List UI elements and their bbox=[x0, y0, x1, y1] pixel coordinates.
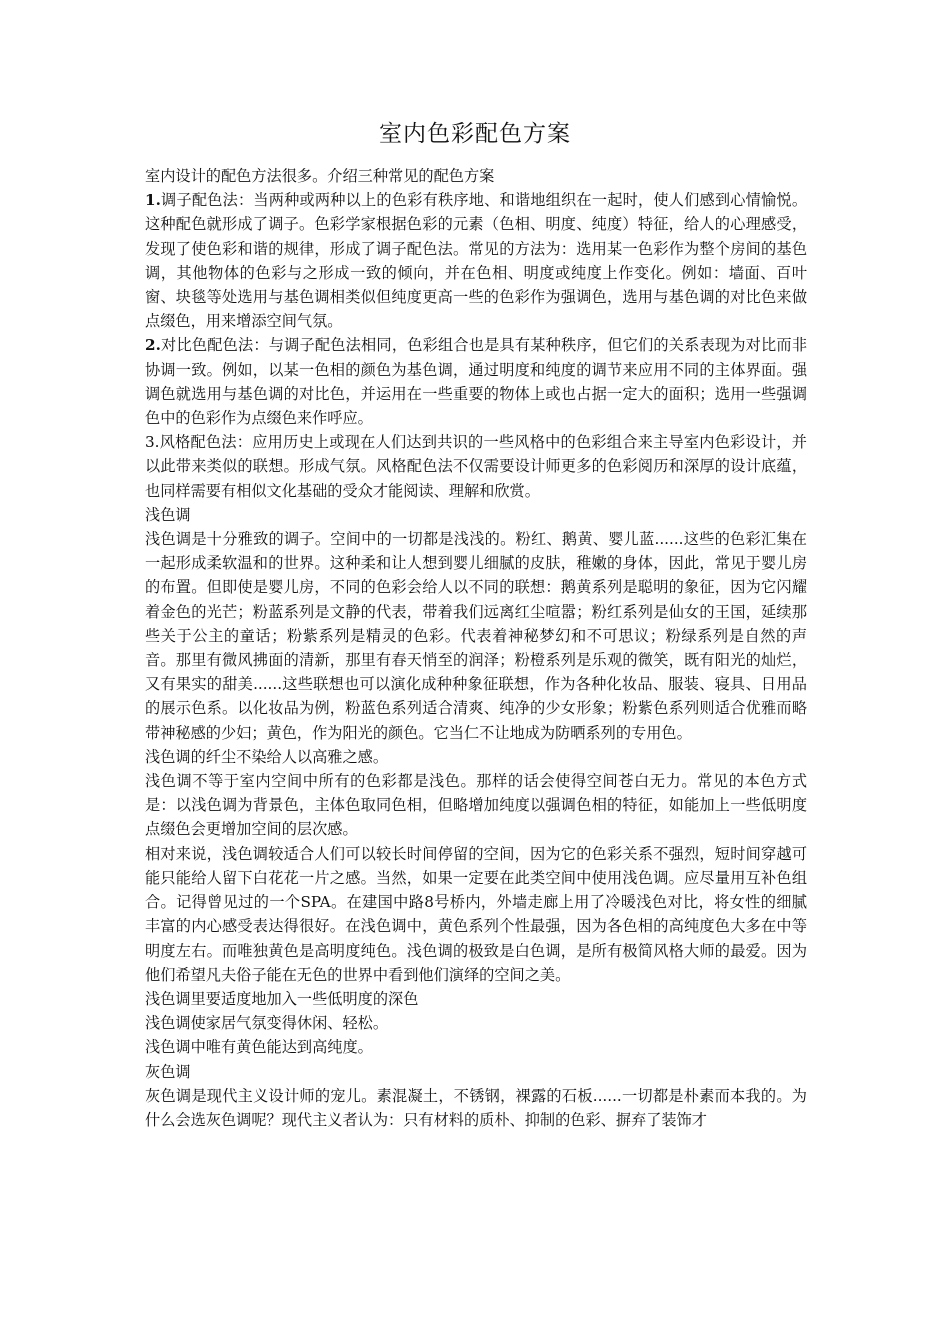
document-body bbox=[145, 164, 807, 1132]
paragraph: 2.对比色配色法：与调子配色法相同，色彩组合也是具有某种秩序，但它们的关系表现为对比而非协调一致。例如，以某一色相的颜色为基色调，通过明度和纯度的调节来应用不同的主体界面。强调色就选用与基色调的对比色，并运用在一些重要的物体上或也占据一定大的面积；选用一些强调色中的色彩作为点缀色来作呼应。 bbox=[145, 336, 807, 428]
paragraph: 相对来说，浅色调较适合人们可以较长时间停留的空间，因为它的色彩关系不强烈，短时间穿越可能只能给人留下白花花一片之感。当然，如果一定要在此类空间中使用浅色调。应尽量用互补色组合。记得曾见过的一个SPA。在建国中路8号桥内，外墙走廊上用了冷暖浅色对比，将女性的细腻丰富的内心感受表达得很好。在浅色调中，黄色系列个性最强，因为各色相的高纯度色大多在中等明度左右。而唯独黄色是高明度纯色。浅色调的极致是白色调，是所有极简风格大师的最爱。因为他们希望凡夫俗子能在无色的世界中看到他们演绎的空间之美。 bbox=[145, 844, 807, 984]
paragraph: 浅色调是十分雅致的调子。空间中的一切都是浅浅的。粉红、鹅黄、婴儿蓝......这些的色彩汇集在一起形成柔软温和的世界。这种柔和让人想到婴儿细腻的皮肤，稚嫩的身体，因此，常见于婴儿房的布置。但即使是婴儿房，不同的色彩会给人以不同的联想：鹅黄系列是聪明的象征，因为它闪耀着金色的光芒；粉蓝系列是文静的代表，带着我们远离红尘喧嚣；粉红系列是仙女的王国，延续那些关于公主的童话；粉紫系列是精灵的色彩。代表着神秘梦幻和不可思议；粉绿系列是自然的声音。那里有微风拂面的清新，那里有春天悄至的润泽；粉橙系列是乐观的微笑，既有阳光的灿烂，又有果实的甜美......这些联想也可以演化成种种象征联想，作为各种化妆品、服装、寝具、日用品的展示色系。以化妆品为例，粉蓝色系列适合清爽、纯净的少女形象；粉紫色系列则适合优雅而略带神秘感的少妇；黄色，作为阳光的颜色。它当仁不让地成为防晒系列的专用色。 bbox=[145, 530, 807, 742]
paragraph: 3.风格配色法：应用历史上或现在人们达到共识的一些风格中的色彩组合来主导室内色彩设计，并以此带来类似的联想。形成气氛。风格配色法不仅需要设计师更多的色彩阅历和深厚的设计底蕴，也同样需要有相似文化基础的受众才能阅读、理解和欣赏。 bbox=[145, 433, 807, 500]
section-number: 2. bbox=[145, 336, 161, 355]
paragraph: 室内设计的配色方法很多。介绍三种常见的配色方案 bbox=[145, 167, 495, 185]
paragraph: 浅色调使家居气氛变得休闲、轻松。 bbox=[145, 1014, 388, 1033]
document-title: 室内色彩配色方案 bbox=[379, 121, 571, 147]
paragraph: 浅色调里要适度地加入一些低明度的深色 bbox=[145, 989, 419, 1008]
paragraph: 1.调子配色法：当两种或两种以上的色彩有秩序地、和谐地组织在一起时，使人们感到心情愉悦。这种配色就形成了调子。色彩学家根据色彩的元素（色相、明度、纯度）特征，给人的心理感受，发现了使色彩和谐的规律，形成了调子配色法。常见的方法为：选用某一色彩作为整个房间的基色调，其他物体的色彩与之形成一致的倾向，并在色相、明度或纯度上作变化。例如：墙面、百叶窗、块毯等处选用与基色调相类似但纯度更高一些的色彩作为强调色，选用与基色调的对比色来做点缀色，用来增添空间气氛。 bbox=[145, 191, 807, 331]
paragraph: 浅色调不等于室内空间中所有的色彩都是浅色。那样的话会使得空间苍白无力。常见的本色方式是：以浅色调为背景色，主体色取同色相，但略增加纯度以强调色相的特征，如能加上一些低明度点缀色会更增加空间的层次感。 bbox=[145, 772, 807, 839]
paragraph: 浅色调的纤尘不染给人以高雅之感。 bbox=[145, 747, 388, 766]
section-heading: 浅色调 bbox=[145, 505, 191, 524]
paragraph: 灰色调是现代主义设计师的宠儿。素混凝土，不锈钢，裸露的石板......一切都是朴素而本我的。为什么会选灰色调呢？现代主义者认为：只有材料的质朴、抑制的色彩、摒弃了装饰才 bbox=[145, 1086, 807, 1129]
section-number: 1. bbox=[145, 191, 161, 210]
section-heading: 灰色调 bbox=[145, 1062, 191, 1081]
paragraph: 浅色调中唯有黄色能达到高纯度。 bbox=[145, 1038, 373, 1057]
